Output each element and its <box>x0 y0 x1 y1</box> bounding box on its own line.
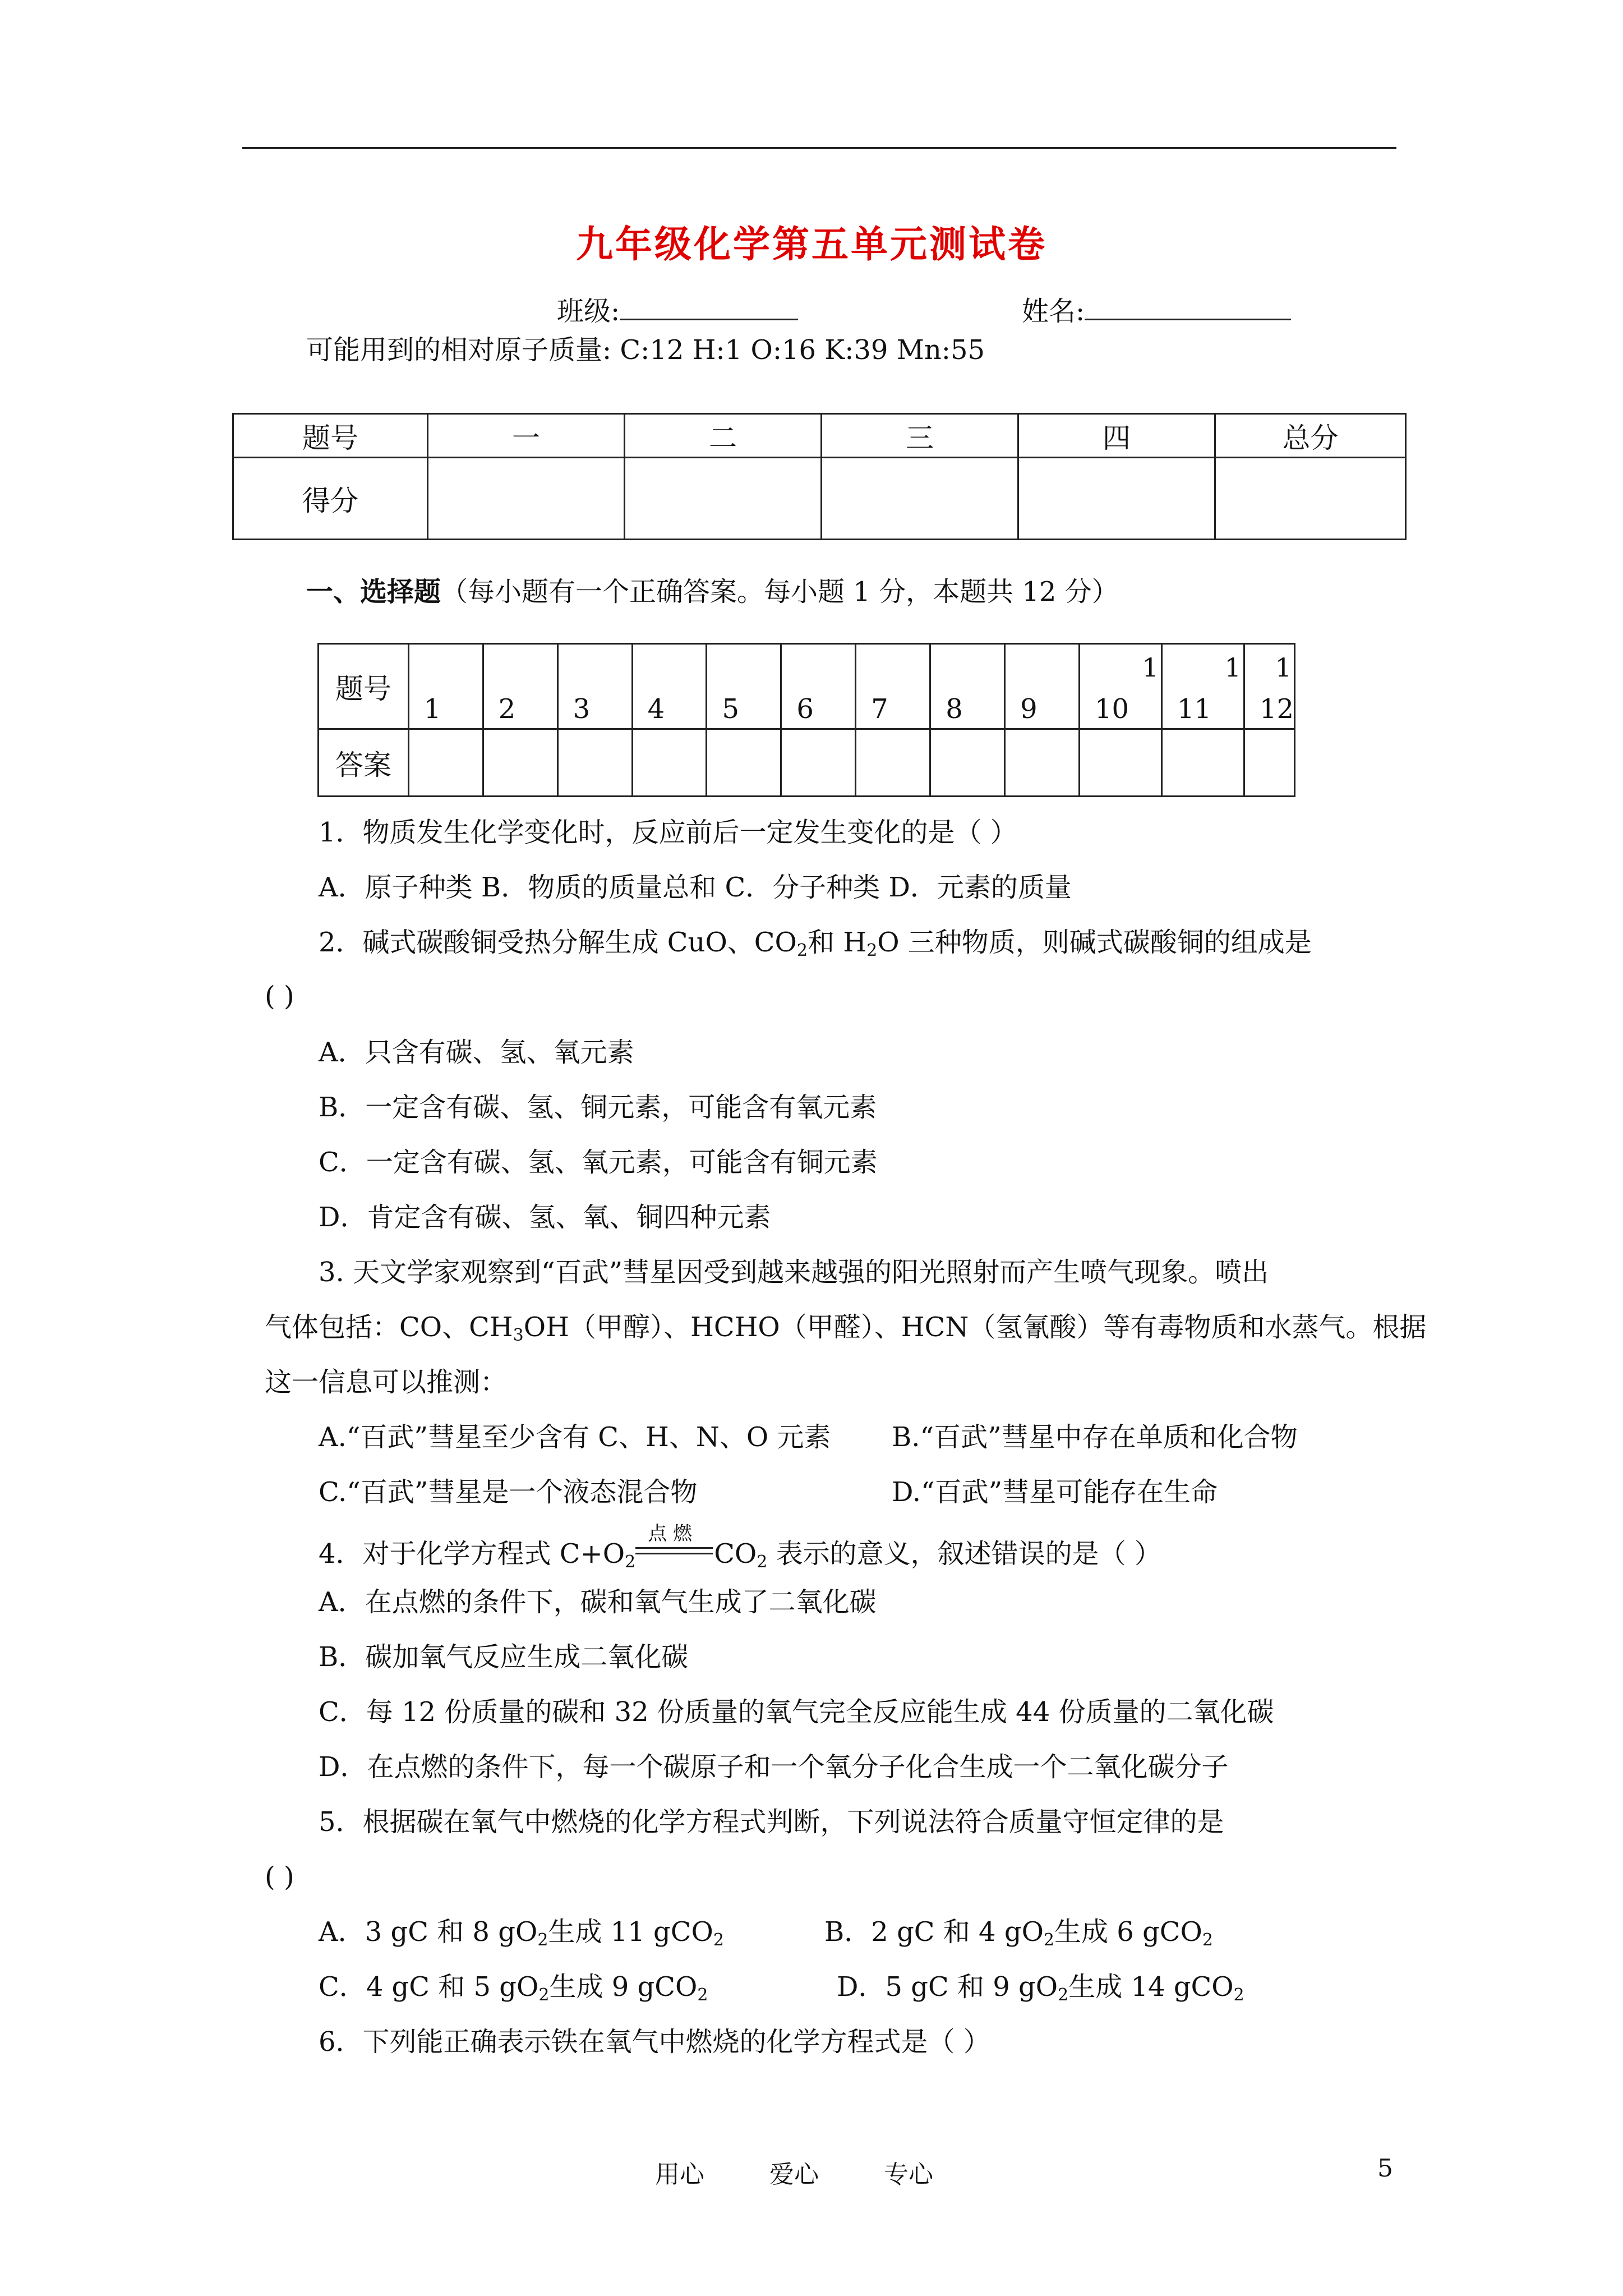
question-5-option-c <box>319 1970 708 2004</box>
answer-number: 7 <box>856 644 930 729</box>
subscript: 2 <box>625 1552 636 1572</box>
subscript: 3 <box>513 1326 524 1345</box>
score-cell[interactable] <box>1215 458 1406 540</box>
name-blank[interactable] <box>1085 293 1291 320</box>
question-2-paren: ( ) <box>265 981 294 1012</box>
answer-number: 11 <box>1177 693 1212 725</box>
subscript: 2 <box>866 941 878 960</box>
score-header-cell: 三 <box>822 414 1018 458</box>
subscript: 2 <box>1202 1930 1213 1950</box>
score-header-cell: 四 <box>1018 414 1215 458</box>
subscript: 2 <box>697 1985 708 2005</box>
score-row-label: 得分 <box>233 458 428 540</box>
stray-mark: 1 <box>1142 652 1159 683</box>
answer-number: 12 <box>1259 693 1294 725</box>
question-5-option-a <box>319 1915 724 1949</box>
question-4-stem <box>319 1522 1161 1572</box>
q2-stem-part: 和 H <box>807 927 867 958</box>
question-2-option-d: D．肯定含有碳、氢、氧、铜四种元素 <box>319 1202 771 1233</box>
question-3-line3: 这一信息可以推测： <box>265 1366 508 1398</box>
answer-number: 2 <box>483 644 557 729</box>
q5-d-part: 生成 14 gCO <box>1068 1971 1234 2003</box>
answer-number-cell <box>1244 644 1294 729</box>
score-cell[interactable] <box>428 458 625 540</box>
equation-equals-sign <box>635 1522 714 1564</box>
section-heading <box>306 575 1119 609</box>
subscript: 2 <box>1058 1985 1069 2005</box>
subscript: 2 <box>796 941 808 960</box>
question-3-option-c: C.“百武”彗星是一个液态混合物 <box>319 1476 698 1508</box>
score-header-cell: 二 <box>625 414 822 458</box>
section-title: 一、选择题 <box>306 576 441 608</box>
answer-table <box>317 643 1295 797</box>
stray-mark: 1 <box>1275 652 1292 683</box>
answer-number: 9 <box>1005 644 1080 729</box>
q3-text-part: OH（甲醇）、HCHO（甲醛）、HCN（氢氰酸）等有毒物质和水蒸气。根据 <box>523 1312 1427 1343</box>
question-4-option-a: A．在点燃的条件下，碳和氧气生成了二氧化碳 <box>319 1586 877 1618</box>
subscript: 2 <box>757 1552 768 1572</box>
score-header-cell: 题号 <box>233 414 428 458</box>
answer-cell[interactable] <box>930 729 1005 797</box>
q3-text-part: 气体包括：CO、CH <box>265 1312 513 1343</box>
score-header-cell: 总分 <box>1215 414 1406 458</box>
subscript: 2 <box>1233 1985 1244 2005</box>
section-note: （每小题有一个正确答案。每小题 1 分，本题共 12 分） <box>441 576 1119 608</box>
score-cell[interactable] <box>822 458 1018 540</box>
question-6-stem: 6．下列能正确表示铁在氧气中燃烧的化学方程式是（ ） <box>319 2026 990 2058</box>
question-2-stem <box>319 926 1312 959</box>
answer-number-cell <box>1161 644 1244 729</box>
answer-number-cell <box>1080 644 1162 729</box>
page-title: 九年级化学第五单元测试卷 <box>576 222 1047 266</box>
subscript: 2 <box>538 1985 550 2005</box>
reaction-condition: 点 燃 <box>648 1522 693 1545</box>
answer-cell[interactable] <box>1080 729 1162 797</box>
stray-mark: 1 <box>1224 652 1241 683</box>
question-4-option-c: C．每 12 份质量的碳和 32 份质量的氧气完全反应能生成 44 份质量的二氧化碳 <box>319 1696 1274 1728</box>
question-2-option-c: C．一定含有碳、氢、氧元素，可能含有铜元素 <box>319 1147 878 1178</box>
subscript: 2 <box>537 1930 548 1950</box>
answer-number: 1 <box>408 644 483 729</box>
answer-table-label: 答案 <box>319 729 409 797</box>
question-5-paren: ( ) <box>265 1861 294 1893</box>
answer-number: 4 <box>632 644 707 729</box>
question-3-option-b: B.“百武”彗星中存在单质和化合物 <box>892 1421 1298 1453</box>
page-number: 5 <box>1377 2154 1393 2183</box>
answer-number: 10 <box>1095 693 1129 725</box>
footer-slogan-1: 用心 <box>655 2160 704 2189</box>
answer-cell[interactable] <box>557 729 632 797</box>
score-cell[interactable] <box>1018 458 1215 540</box>
class-field <box>557 293 798 328</box>
q2-stem-part: O 三种物质，则碱式碳酸铜的组成是 <box>877 927 1312 958</box>
subscript: 2 <box>1043 1930 1055 1950</box>
answer-cell[interactable] <box>632 729 707 797</box>
answer-number: 3 <box>557 644 632 729</box>
question-4-option-d: D．在点燃的条件下，每一个碳原子和一个氧分子化合生成一个二氧化碳分子 <box>319 1751 1229 1783</box>
question-3-line1: 3. 天文学家观察到“百武”彗星因受到越来越强的阳光照射而产生喷气现象。喷出 <box>319 1257 1269 1288</box>
score-table <box>232 413 1407 540</box>
answer-cell[interactable] <box>707 729 781 797</box>
q5-b-part: B．2 gC 和 4 gO <box>824 1916 1044 1948</box>
answer-cell[interactable] <box>1244 729 1294 797</box>
class-label: 班级: <box>557 296 620 327</box>
answer-cell[interactable] <box>483 729 557 797</box>
question-1-options: A．原子种类 B．物质的质量总和 C．分子种类 D．元素的质量 <box>319 872 1072 903</box>
answer-cell[interactable] <box>408 729 483 797</box>
answer-cell[interactable] <box>856 729 930 797</box>
name-label: 姓名: <box>1022 296 1085 327</box>
q5-c-part: C．4 gC 和 5 gO <box>319 1971 539 2003</box>
footer-slogan-2: 爱心 <box>769 2160 819 2189</box>
question-3-option-a: A.“百武”彗星至少含有 C、H、N、O 元素 <box>319 1421 831 1453</box>
q5-b-part: 生成 6 gCO <box>1054 1916 1202 1948</box>
answer-cell[interactable] <box>1005 729 1080 797</box>
score-cell[interactable] <box>625 458 822 540</box>
question-5-stem: 5．根据碳在氧气中燃烧的化学方程式判断，下列说法符合质量守恒定律的是 <box>319 1806 1224 1838</box>
answer-cell[interactable] <box>781 729 856 797</box>
answer-number: 5 <box>707 644 781 729</box>
header-rule <box>242 147 1396 149</box>
question-2-option-b: B．一定含有碳、氢、铜元素，可能含有氧元素 <box>319 1092 877 1123</box>
answer-number: 6 <box>781 644 856 729</box>
q2-stem-part: 2．碱式碳酸铜受热分解生成 CuO、CO <box>319 927 797 958</box>
q5-d-part: D．5 gC 和 9 gO <box>837 1971 1058 2003</box>
question-5-option-b <box>824 1915 1213 1949</box>
score-header-cell: 一 <box>428 414 625 458</box>
question-5-option-d <box>837 1970 1244 2004</box>
name-field <box>1022 293 1291 328</box>
atomic-masses: 可能用到的相对原子质量: C:12 H:1 O:16 K:39 Mn:55 <box>306 334 985 366</box>
q5-c-part: 生成 9 gCO <box>549 1971 698 2003</box>
q5-a-part: A．3 gC 和 8 gO <box>319 1916 538 1948</box>
question-3-option-d: D.“百武”彗星可能存在生命 <box>892 1476 1218 1508</box>
answer-cell[interactable] <box>1161 729 1244 797</box>
q4-stem-part: 表示的意义，叙述错误的是（ ） <box>767 1538 1161 1570</box>
q4-stem-part: 4．对于化学方程式 C+O <box>319 1538 625 1570</box>
subscript: 2 <box>713 1930 724 1950</box>
question-1-stem: 1．物质发生化学变化时，反应前后一定发生变化的是（ ） <box>319 817 1017 848</box>
q5-a-part: 生成 11 gCO <box>548 1916 713 1948</box>
answer-table-label: 题号 <box>319 644 409 729</box>
question-4-option-b: B．碳加氧气反应生成二氧化碳 <box>319 1641 689 1673</box>
question-3-line2 <box>265 1310 1426 1344</box>
answer-number: 8 <box>930 644 1005 729</box>
footer-slogan-3: 专心 <box>884 2160 933 2189</box>
q4-stem-part: CO <box>714 1538 757 1570</box>
class-blank[interactable] <box>620 293 798 320</box>
question-2-option-a: A．只含有碳、氢、氧元素 <box>319 1037 634 1068</box>
